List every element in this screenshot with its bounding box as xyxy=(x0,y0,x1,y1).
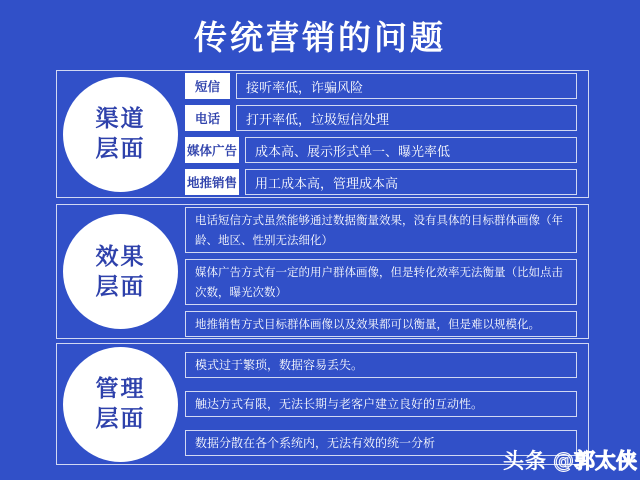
effect-circle-badge xyxy=(63,214,178,329)
channel-circle-badge xyxy=(63,77,178,192)
channel-row-desc: 用工成本高，管理成本高 xyxy=(245,169,577,195)
page-title: 传统营销的问题 xyxy=(194,18,446,57)
effect-row: 地推销售方式目标群体画像以及效果都可以衡量，但是难以规模化。 xyxy=(185,311,577,337)
watermark xyxy=(503,445,637,475)
channel-row-media-ads xyxy=(185,137,577,163)
effect-row: 电话短信方式虽然能够通过数据衡量效果，没有具体的目标群体画像（年龄、地区、性别无法细化） xyxy=(185,207,577,253)
management-row: 数据分散在各个系统内，无法有效的统一分析 xyxy=(185,430,577,456)
channel-row-desc: 接听率低，诈骗风险 xyxy=(236,73,577,99)
channel-row-label: 短信 xyxy=(185,73,230,99)
section-effect xyxy=(56,204,589,339)
management-rows xyxy=(185,352,577,456)
management-row: 触达方式有限，无法长期与老客户建立良好的互动性。 xyxy=(185,391,577,417)
channel-row-desc: 成本高、展示形式单一、曝光率低 xyxy=(245,137,577,163)
channel-row-desc: 打开率低，垃圾短信处理 xyxy=(236,105,577,131)
effect-rows xyxy=(185,207,577,337)
channel-row-label: 地推销售 xyxy=(185,169,239,195)
watermark-brand: 头条 xyxy=(503,449,547,473)
circle-label-line: 管理 xyxy=(95,376,146,402)
effect-row: 媒体广告方式有一定的用户群体画像，但是转化效率无法衡量（比如点击次数，曝光次数） xyxy=(185,259,577,305)
channel-row-label: 媒体广告 xyxy=(185,137,239,163)
channel-row-field-sales xyxy=(185,169,577,195)
channel-row-sms xyxy=(185,73,577,99)
management-row: 模式过于繁琐，数据容易丢失。 xyxy=(185,352,577,378)
channel-rows xyxy=(185,73,577,195)
circle-label-line: 渠道 xyxy=(95,106,146,132)
watermark-handle: @郭太侠 xyxy=(553,449,637,473)
management-circle-badge xyxy=(63,347,178,462)
circle-label-line: 层面 xyxy=(95,273,146,300)
channel-row-phone xyxy=(185,105,577,131)
channel-row-label: 电话 xyxy=(185,105,230,131)
circle-label-line: 层面 xyxy=(95,136,146,162)
section-channel xyxy=(56,70,589,198)
circle-label-line: 效果 xyxy=(95,243,146,270)
circle-label-line: 层面 xyxy=(95,406,146,432)
